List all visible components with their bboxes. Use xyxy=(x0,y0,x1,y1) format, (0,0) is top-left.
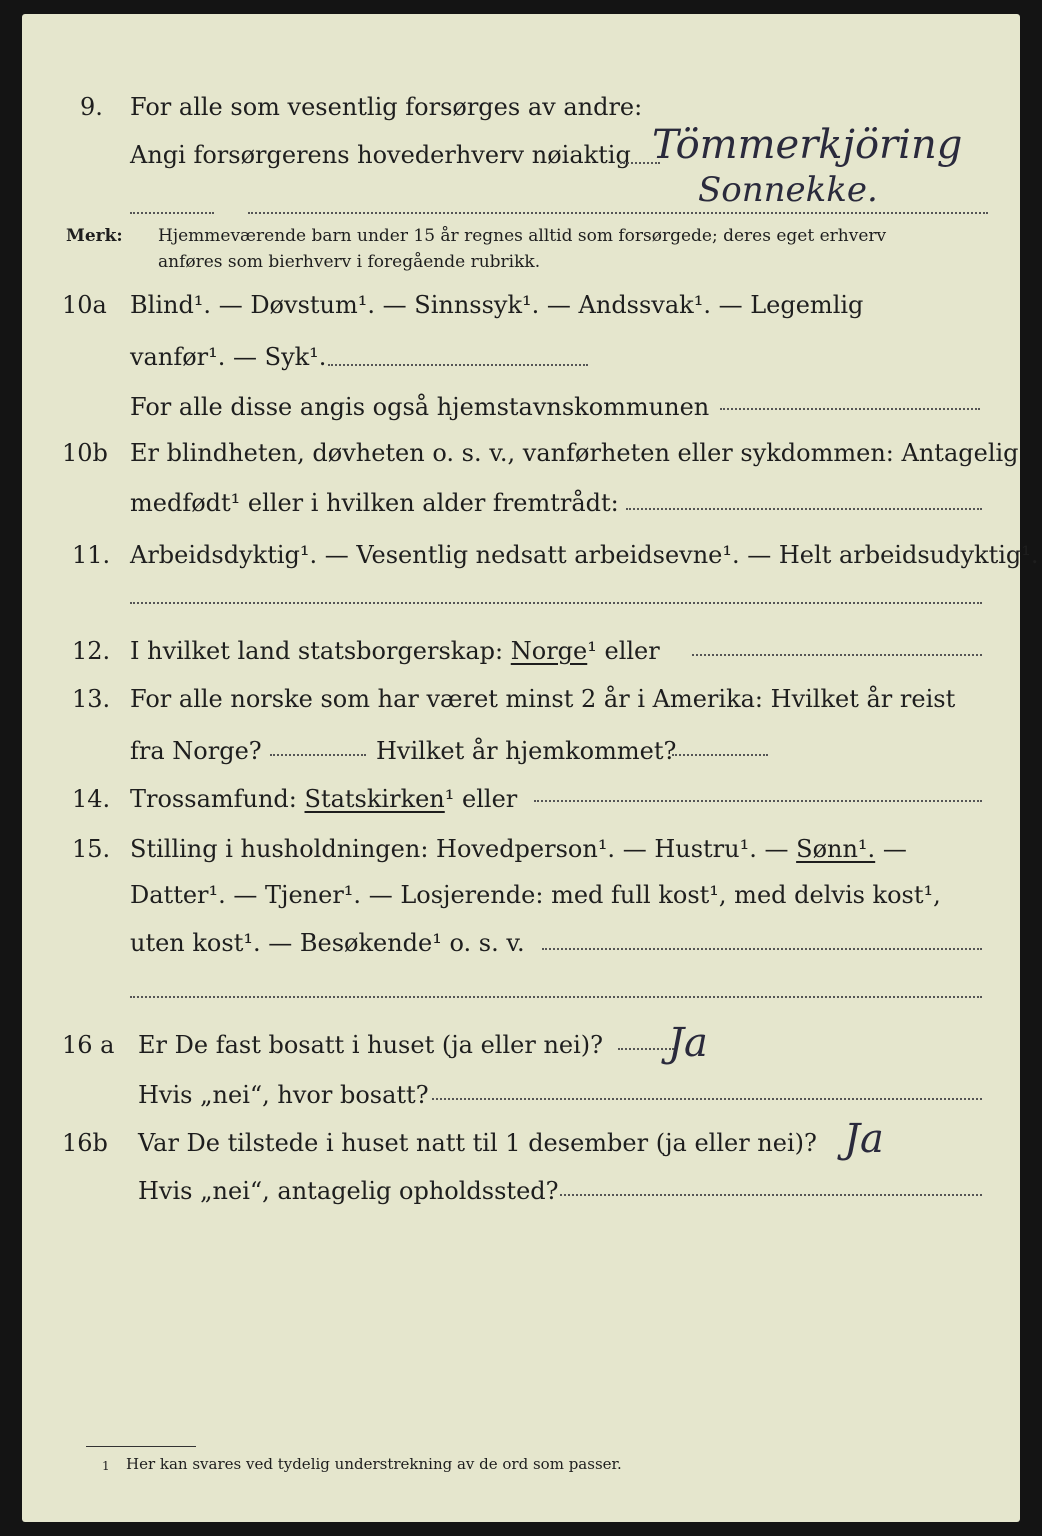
q12-suffix: ¹ eller xyxy=(587,637,660,665)
q10a-number: 10a xyxy=(62,291,107,319)
q10b-number: 10b xyxy=(62,439,108,467)
footnote-rule xyxy=(86,1446,196,1447)
q10a-line3: For alle disse angis også hjemstavnskommunen xyxy=(130,393,710,421)
q16b-answer-handwriting: Ja xyxy=(844,1116,884,1162)
q14-line xyxy=(130,784,517,814)
q14-underlined-answer: Statskirken xyxy=(304,785,445,813)
q13-line2a: fra Norge? xyxy=(130,737,262,765)
q12-fill-line xyxy=(692,654,982,656)
q9-number: 9. xyxy=(80,93,103,121)
q10b-fill-line xyxy=(626,508,982,510)
q10a-line1: Blind¹. — Døvstum¹. — Sinnssyk¹. — Andssvak¹. — Legemlig xyxy=(130,291,864,319)
q12-underlined-answer: Norge xyxy=(510,637,588,665)
q10a-line2: vanfør¹. — Syk¹. xyxy=(130,343,327,371)
q15-fill-line-2 xyxy=(130,996,982,998)
q9-fill-line-2a xyxy=(130,212,214,214)
q14-number: 14. xyxy=(72,785,111,813)
q16b-line1: Var De tilstede i huset natt til 1 desember (ja eller nei)? xyxy=(138,1129,817,1157)
q9-line2: Angi forsørgerens hovederhverv nøiaktig xyxy=(130,141,631,169)
q9-fill-line-2b xyxy=(248,212,988,214)
q11-fill-line xyxy=(130,602,982,604)
merk-line1: Hjemmeværende barn under 15 år regnes alltid som forsørgede; deres eget erhverv xyxy=(158,226,887,246)
q16a-answer-handwriting: Ja xyxy=(668,1020,708,1066)
q15-line1 xyxy=(130,834,907,864)
q13-fill-line-2 xyxy=(672,754,768,756)
q15-line3: uten kost¹. — Besøkende¹ o. s. v. xyxy=(130,929,525,957)
q13-fill-line-1 xyxy=(270,754,366,756)
q13-line2b: Hvilket år hjemkommet? xyxy=(376,737,677,765)
q16a-number: 16 a xyxy=(62,1031,115,1059)
q11-number: 11. xyxy=(72,541,111,569)
q9-answer-handwriting-1: Tömmerkjöring xyxy=(652,122,963,168)
merk-label: Merk: xyxy=(66,226,123,246)
merk-line2: anføres som bierhverv i foregående rubrikk. xyxy=(158,252,541,272)
footnote-mark: 1 xyxy=(102,1459,110,1473)
q16b-fill-line xyxy=(560,1194,982,1196)
q12-number: 12. xyxy=(72,637,111,665)
census-form-page xyxy=(22,14,1039,1522)
q13-line1: For alle norske som har været minst 2 år i Amerika: Hvilket år reist xyxy=(130,685,956,713)
q16a-fill-line-2 xyxy=(432,1098,982,1100)
q12-line xyxy=(130,636,660,666)
q16a-line2: Hvis „nei“, hvor bosatt? xyxy=(138,1081,429,1109)
q14-question: Trossamfund: xyxy=(130,785,297,813)
q16b-number: 16b xyxy=(62,1129,108,1157)
q16b-line2: Hvis „nei“, antagelig opholdssted? xyxy=(138,1177,559,1205)
q14-suffix: ¹ eller xyxy=(444,785,518,813)
q15-number: 15. xyxy=(72,835,111,863)
q10a-fill-line-1 xyxy=(328,364,588,366)
q10a-fill-line-2 xyxy=(720,408,980,410)
q16a-fill-line-1 xyxy=(618,1048,674,1050)
q16a-line1: Er De fast bosatt i huset (ja eller nei)? xyxy=(138,1031,604,1059)
q14-fill-line xyxy=(534,800,982,802)
footnote-text: Her kan svares ved tydelig understrekning av de ord som passer. xyxy=(126,1455,622,1473)
q11-line1: Arbeidsdyktig¹. — Vesentlig nedsatt arbeidsevne¹. — Helt arbeidsudyktig¹. xyxy=(130,541,1039,569)
q15-line2: Datter¹. — Tjener¹. — Losjerende: med full kost¹, med delvis kost¹, xyxy=(130,881,941,909)
q12-question: I hvilket land statsborgerskap: xyxy=(130,637,504,665)
q15-line1-text: Stilling i husholdningen: Hovedperson¹. — Hustru¹. — xyxy=(130,835,789,863)
q9-answer-handwriting-2: Sonnekke. xyxy=(698,170,878,210)
q15-line1-dash: — xyxy=(882,835,907,863)
q10b-line2: medfødt¹ eller i hvilken alder fremtrådt: xyxy=(130,489,619,517)
q13-number: 13. xyxy=(72,685,111,713)
q9-line1: For alle som vesentlig forsørges av andre: xyxy=(130,93,643,121)
q15-underlined-answer: Sønn¹. xyxy=(796,835,876,863)
q15-fill-line-1 xyxy=(542,948,982,950)
q10b-line1: Er blindheten, døvheten o. s. v., vanførheten eller sykdommen: Antagelig xyxy=(130,439,1019,467)
